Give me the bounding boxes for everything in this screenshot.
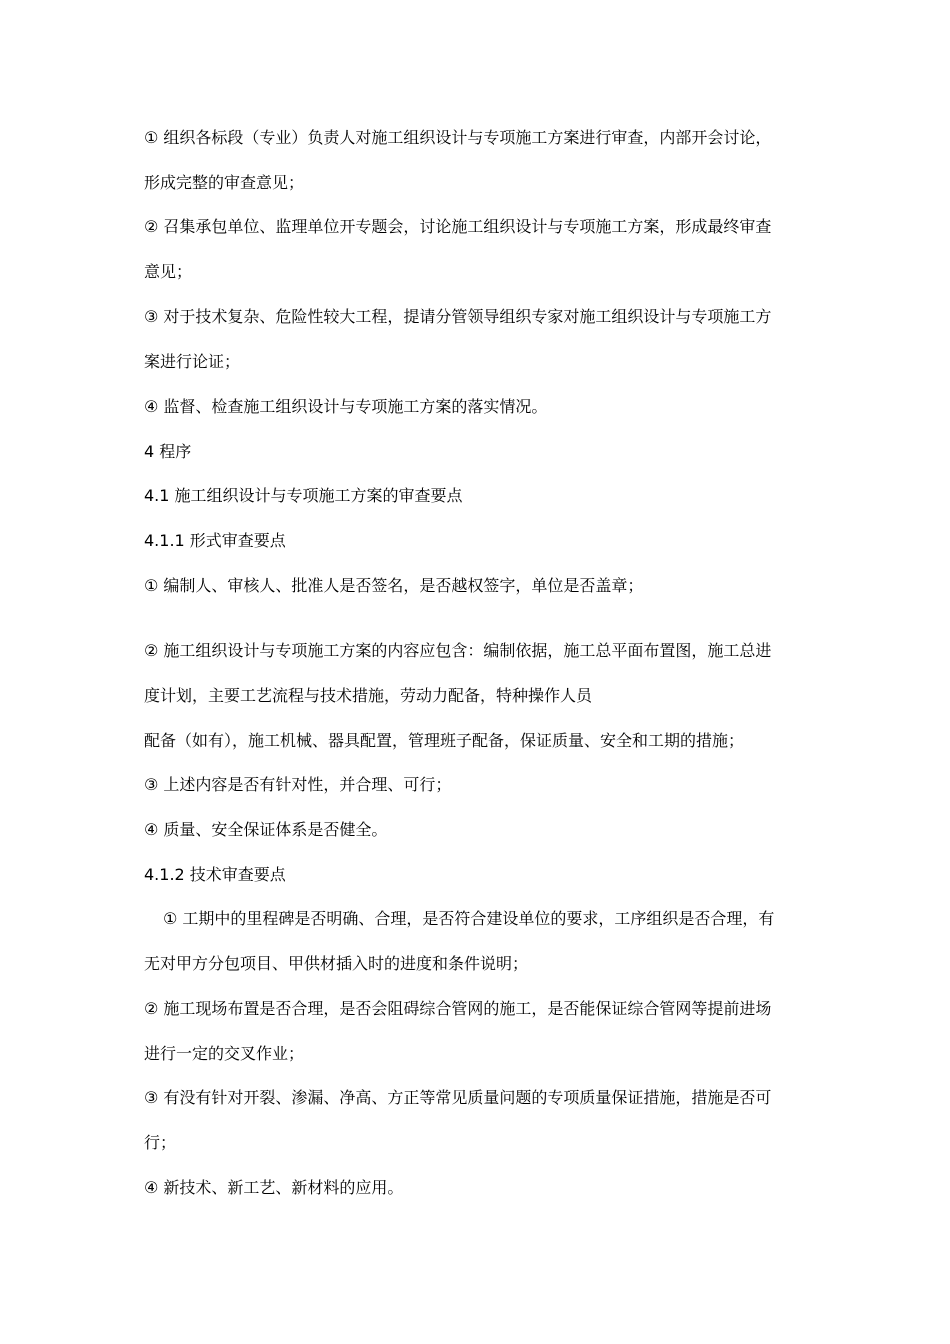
text-line: ② 召集承包单位、监理单位开专题会，讨论施工组织设计与专项施工方案，形成最终审查 (144, 217, 772, 236)
text-line: 形成完整的审查意见； (144, 173, 305, 192)
text-line: ① 工期中的里程碑是否明确、合理，是否符合建设单位的要求，工序组织是否合理，有 (163, 909, 775, 928)
text-line: ① 编制人、审核人、批准人是否签名，是否越权签字，单位是否盖章； (144, 576, 644, 595)
text-line: ③ 有没有针对开裂、渗漏、净高、方正等常见质量问题的专项质量保证措施，措施是否可 (144, 1088, 772, 1107)
text-line: ① 组织各标段（专业）负责人对施工组织设计与专项施工方案进行审查，内部开会讨论， (144, 128, 772, 147)
section-heading: 4 程序 (144, 442, 192, 461)
text-line: 进行一定的交叉作业； (144, 1044, 305, 1063)
text-line: 无对甲方分包项目、甲供材插入时的进度和条件说明； (144, 954, 529, 973)
section-heading: 4.1.2 技术审查要点 (144, 865, 286, 884)
text-line: ③ 对于技术复杂、危险性较大工程，提请分管领导组织专家对施工组织设计与专项施工方 (144, 307, 772, 326)
text-line: ② 施工现场布置是否合理，是否会阻碍综合管网的施工，是否能保证综合管网等提前进场 (144, 999, 772, 1018)
text-line: 行； (144, 1133, 177, 1152)
text-line: 度计划，主要工艺流程与技术措施，劳动力配备，特种操作人员 (144, 686, 593, 705)
text-line: 案进行论证； (144, 352, 241, 371)
text-line: ④ 监督、检查施工组织设计与专项施工方案的落实情况。 (144, 397, 548, 416)
text-line: ④ 新技术、新工艺、新材料的应用。 (144, 1178, 404, 1197)
section-heading: 4.1.1 形式审查要点 (144, 531, 286, 550)
text-line: ③ 上述内容是否有针对性，并合理、可行； (144, 775, 452, 794)
section-heading: 4.1 施工组织设计与专项施工方案的审查要点 (144, 486, 463, 505)
text-line: ④ 质量、安全保证体系是否健全。 (144, 820, 388, 839)
text-line: 配备（如有），施工机械、器具配置，管理班子配备，保证质量、安全和工期的措施； (144, 731, 745, 750)
text-line: ② 施工组织设计与专项施工方案的内容应包含：编制依据，施工总平面布置图，施工总进 (144, 641, 772, 660)
text-line: 意见； (144, 262, 193, 281)
